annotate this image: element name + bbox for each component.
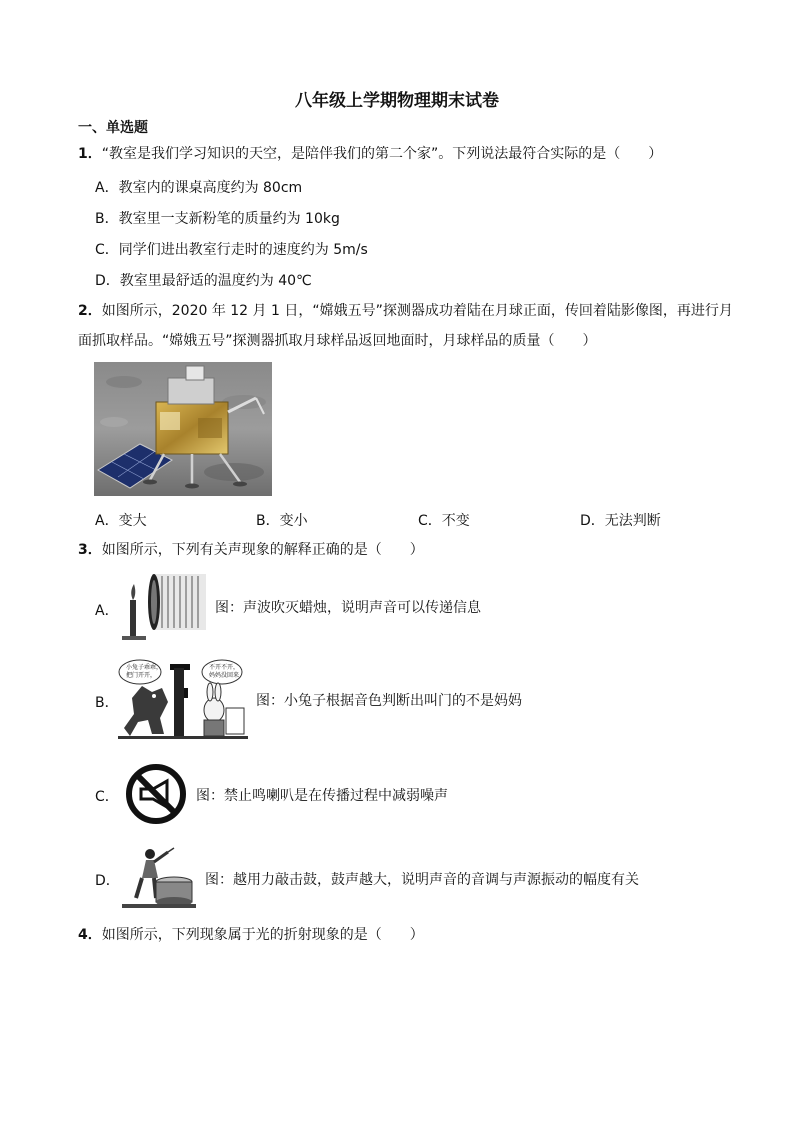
question-3 [78, 541, 424, 559]
q2-option-a: A．变大 [95, 513, 147, 529]
change5-lander-photo [94, 362, 272, 496]
question-number: 3． [78, 542, 102, 558]
q1-option-a: A．教室内的课桌高度约为 80cm [95, 180, 303, 196]
question-stem: 如图所示，下列有关声现象的解释正确的是（ ） [101, 542, 424, 558]
question-number: 2． [78, 303, 102, 319]
q1-option-b: B．教室里一支新粉笔的质量约为 10kg [95, 211, 340, 227]
q2-option-c: C．不变 [418, 513, 470, 529]
question-1 [78, 145, 662, 163]
no-honking-sign-icon [123, 763, 189, 825]
q2-option-d: D．无法判断 [580, 513, 661, 529]
q3-option-a-text: 图：声波吹灭蜡烛，说明声音可以传递信息 [215, 600, 481, 616]
q3-option-b-text: 图：小兔子根据音色判断出叫门的不是妈妈 [256, 693, 522, 709]
drummer-image [118, 846, 198, 910]
q3-option-a-letter: A． [95, 603, 119, 619]
candle-speaker-image [120, 570, 208, 642]
question-2-line-2: 面抓取样品。“嫦娥五号”探测器抓取月球样品返回地面时，月球样品的质量（ ） [78, 333, 597, 349]
bubble-left-line-2: 把门开开， [126, 672, 157, 679]
question-2-line-1: 2．如图所示，2020 年 12 月 1 日，“嫦娥五号”探测器成功着陆在月球正面，传回着陆影像图，再进行月 [78, 303, 733, 319]
bubble-left-line-1: 小兔子乖乖， [126, 664, 163, 671]
q1-option-c: C．同学们进出教室行走时的速度约为 5m/s [95, 242, 368, 258]
question-number: 1． [78, 146, 102, 162]
q3-option-d-text: 图：越用力敲击鼓，鼓声越大，说明声音的音调与声源振动的幅度有关 [205, 872, 639, 888]
bubble-right-line-1: 不开不开， [209, 664, 240, 671]
q1-option-d: D．教室里最舒适的温度约为 40℃ [95, 273, 312, 289]
bubble-right-line-2: 妈妈没回来 [209, 672, 240, 679]
question-stem: “教室是我们学习知识的天空，是陪伴我们的第二个家”。下列说法最符合实际的是（ ） [101, 146, 663, 162]
question-4 [78, 926, 424, 944]
q3-option-c-letter: C． [95, 789, 119, 805]
q3-option-b-letter: B． [95, 695, 119, 711]
q3-option-d-letter: D． [95, 873, 120, 889]
section-heading: 一、单选题 [78, 120, 148, 136]
question-stem: 如图所示，下列现象属于光的折射现象的是（ ） [101, 927, 424, 943]
question-number: 4． [78, 927, 102, 943]
page-title: 八年级上学期物理期末试卷 [295, 91, 499, 111]
rabbit-door-image [118, 658, 248, 740]
q3-option-c-text: 图：禁止鸣喇叭是在传播过程中减弱噪声 [196, 788, 448, 804]
q2-option-b: B．变小 [256, 513, 308, 529]
